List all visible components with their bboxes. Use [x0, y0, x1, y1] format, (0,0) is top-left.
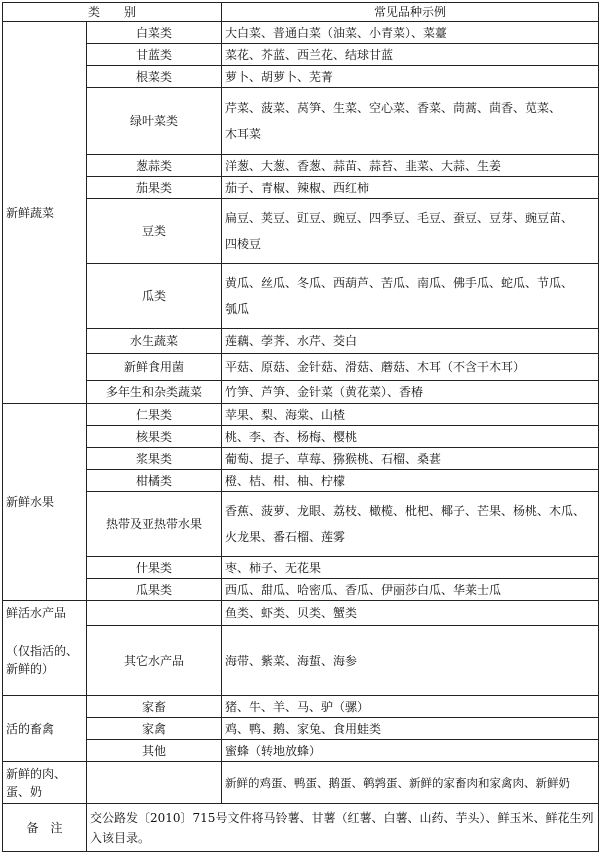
- section-vegetables: 新鲜蔬菜: [3, 22, 87, 404]
- section-fruits: 新鲜水果: [3, 404, 87, 601]
- examples-cell: 洋葱、大葱、香葱、蒜苗、蒜苔、韭菜、大蒜、生姜: [222, 155, 599, 177]
- subcategory-cell: 多年生和杂类蔬菜: [87, 381, 222, 404]
- examples-cell: 大白菜、普通白菜（油菜、小青菜）、菜薹: [222, 22, 599, 44]
- table-row: [3, 579, 599, 601]
- subcategory-cell: 根菜类: [87, 66, 222, 88]
- table-row: [3, 199, 599, 264]
- examples-cell: 葡萄、提子、草莓、猕猴桃、石榴、桑葚: [222, 448, 599, 470]
- examples-cell: 鸡、鸭、鹅、家兔、食用蛙类: [222, 718, 599, 740]
- table-row: [3, 740, 599, 762]
- section-aquatic-title: 鲜活水产品: [6, 606, 67, 620]
- table-row: [3, 22, 599, 44]
- header-examples: 常见品种示例: [222, 3, 599, 22]
- examples-cell: 海带、紫菜、海蜇、海参: [222, 626, 599, 696]
- subcategory-cell: 核果类: [87, 426, 222, 448]
- table-row: [3, 44, 599, 66]
- examples-line-1: 香蕉、菠萝、龙眼、荔枝、橄榄、枇杷、椰子、芒果、杨桃、木瓜、: [225, 504, 586, 518]
- subcategory-cell: 家禽: [87, 718, 222, 740]
- header-category: 类 别: [3, 3, 222, 22]
- product-catalog-table: [2, 2, 599, 852]
- table-row: [3, 762, 599, 804]
- examples-cell: [222, 264, 599, 329]
- table-row: [3, 448, 599, 470]
- examples-cell: [222, 492, 599, 557]
- subcategory-cell: 葱蒜类: [87, 155, 222, 177]
- subcategory-cell: 绿叶菜类: [87, 88, 222, 155]
- examples-line-2: 四棱豆: [225, 237, 262, 251]
- examples-cell: 枣、柿子、无花果: [222, 557, 599, 579]
- examples-cell: 苹果、梨、海棠、山楂: [222, 404, 599, 426]
- subcategory-cell: [87, 601, 222, 626]
- subcategory-cell: 其他: [87, 740, 222, 762]
- examples-cell: 鱼类、虾类、贝类、蟹类: [222, 601, 599, 626]
- subcategory-cell: 新鲜食用菌: [87, 354, 222, 381]
- subcategory-cell: 水生蔬菜: [87, 329, 222, 354]
- examples-line-1: 黄瓜、丝瓜、冬瓜、西葫芦、苦瓜、南瓜、佛手瓜、蛇瓜、节瓜、: [225, 276, 574, 290]
- examples-line-1: 芹菜、菠菜、莴笋、生菜、空心菜、香菜、茼蒿、茴香、苋菜、: [225, 101, 562, 115]
- table-row: [3, 696, 599, 718]
- subcategory-cell: 家畜: [87, 696, 222, 718]
- examples-cell: [222, 88, 599, 155]
- table-row: [3, 354, 599, 381]
- examples-cell: 萝卜、胡萝卜、芜菁: [222, 66, 599, 88]
- subcategory-cell: 柑橘类: [87, 470, 222, 492]
- examples-line-1: 扁豆、荚豆、豇豆、豌豆、四季豆、毛豆、蚕豆、豆芽、豌豆苗、: [225, 211, 574, 225]
- subcategory-cell: 甘蓝类: [87, 44, 222, 66]
- table-row: [3, 492, 599, 557]
- table-row: [3, 155, 599, 177]
- examples-cell: 新鲜的鸡蛋、鸭蛋、鹅蛋、鹌鹑蛋、新鲜的家畜肉和家禽肉、新鲜奶: [222, 762, 599, 804]
- examples-cell: 茄子、青椒、辣椒、西红柿: [222, 177, 599, 199]
- subcategory-cell: 瓜果类: [87, 579, 222, 601]
- subcategory-cell: 仁果类: [87, 404, 222, 426]
- examples-cell: 蜜蜂（转地放蜂）: [222, 740, 599, 762]
- subcategory-cell: 瓜类: [87, 264, 222, 329]
- examples-cell: 猪、牛、羊、马、驴（骡）: [222, 696, 599, 718]
- section-aquatic: [3, 601, 87, 696]
- section-meat-egg-milk: 新鲜的肉、蛋、奶: [3, 762, 87, 804]
- table-row: [3, 426, 599, 448]
- table-row: [3, 470, 599, 492]
- examples-cell: 西瓜、甜瓜、哈密瓜、香瓜、伊丽莎白瓜、华莱士瓜: [222, 579, 599, 601]
- subcategory-cell: 什果类: [87, 557, 222, 579]
- table-row: [3, 557, 599, 579]
- table-row: [3, 626, 599, 696]
- table-row: [3, 381, 599, 404]
- remark-label: 备 注: [3, 804, 87, 852]
- table-row: [3, 66, 599, 88]
- examples-cell: 平菇、原菇、金针菇、滑菇、蘑菇、木耳（不含干木耳）: [222, 354, 599, 381]
- subcategory-cell: 豆类: [87, 199, 222, 264]
- examples-line-2: 瓠瓜: [225, 302, 250, 316]
- examples-cell: [222, 199, 599, 264]
- subcategory-cell: 其它水产品: [87, 626, 222, 696]
- examples-cell: 竹笋、芦笋、金针菜（黄花菜）、香椿: [222, 381, 599, 404]
- examples-line-2: 木耳菜: [225, 127, 262, 141]
- table-row: [3, 177, 599, 199]
- table-row: [3, 718, 599, 740]
- examples-cell: 橙、桔、柑、柚、柠檬: [222, 470, 599, 492]
- examples-cell: 莲藕、荸荠、水芹、茭白: [222, 329, 599, 354]
- table-row: [3, 329, 599, 354]
- subcategory-cell: 热带及亚热带水果: [87, 492, 222, 557]
- table-row: [3, 264, 599, 329]
- section-aquatic-note: （仅指活的、新鲜的）: [6, 644, 79, 676]
- examples-line-2: 火龙果、番石榴、莲雾: [225, 530, 346, 544]
- subcategory-cell: [87, 762, 222, 804]
- section-livestock: 活的畜禽: [3, 696, 87, 762]
- header-row: [3, 3, 599, 22]
- remark-row: [3, 804, 599, 852]
- examples-cell: 桃、李、杏、杨梅、樱桃: [222, 426, 599, 448]
- table-row: [3, 404, 599, 426]
- subcategory-cell: 浆果类: [87, 448, 222, 470]
- table-row: [3, 601, 599, 626]
- subcategory-cell: 茄果类: [87, 177, 222, 199]
- subcategory-cell: 白菜类: [87, 22, 222, 44]
- remark-text: 交公路发〔2010〕715号文件将马铃薯、甘薯（红薯、白薯、山药、芋头）、鲜玉米、鲜花生列入该目录。: [87, 804, 599, 852]
- table-row: [3, 88, 599, 155]
- examples-cell: 菜花、芥蓝、西兰花、结球甘蓝: [222, 44, 599, 66]
